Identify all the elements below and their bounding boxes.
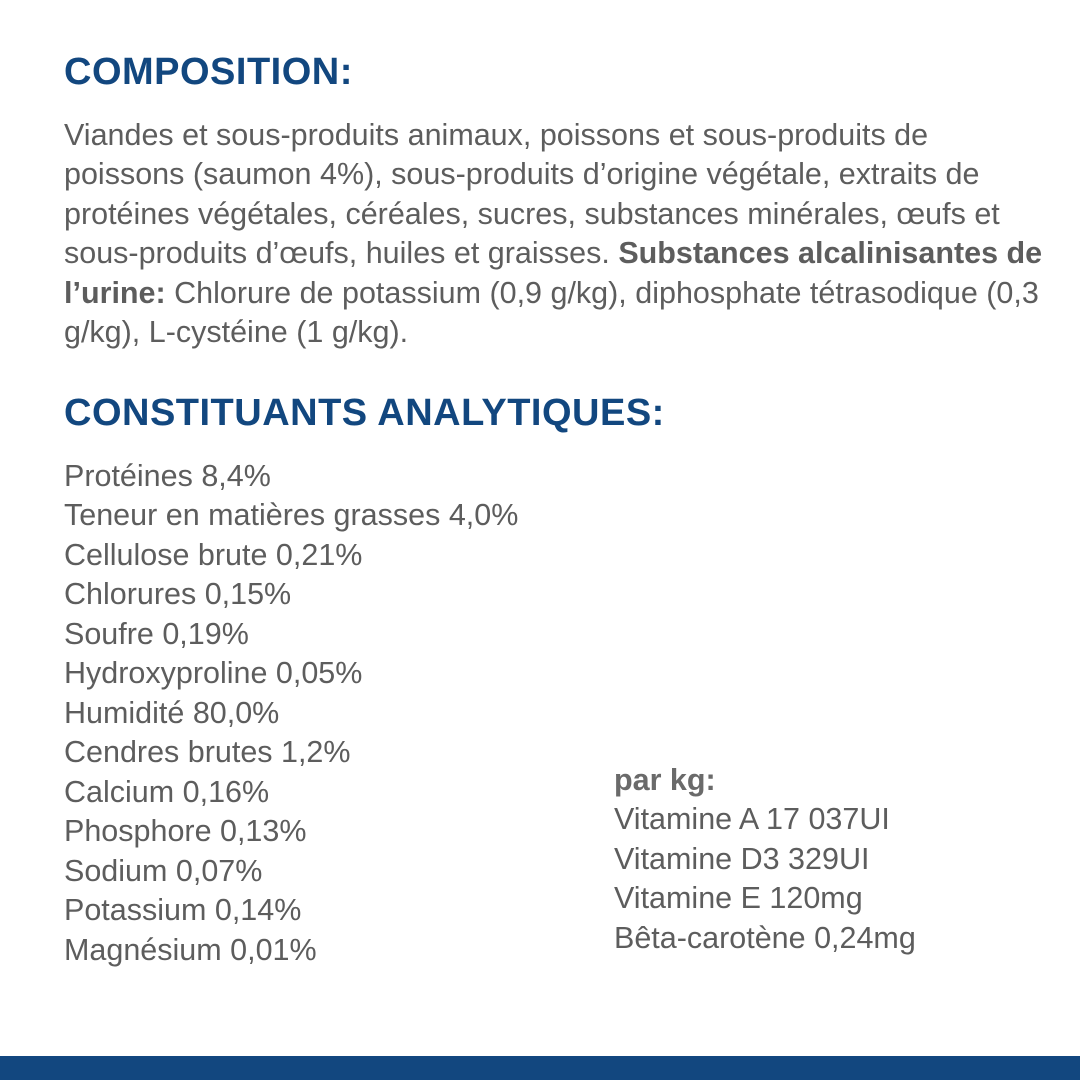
composition-heading: COMPOSITION: [64,51,353,93]
analytics-columns [64,457,1054,971]
nutrient-list [64,457,604,971]
vitamin-block [614,761,916,959]
list-item: Hydroxyproline 0,05% [64,656,363,691]
vitamin-list [614,800,916,958]
composition-text-part1: Viandes et sous-produits animaux, poissons et sous-produits de poissons (saumon 4%), sous-produits d’origine végétale, extraits de protéines végétales, céréales, sucres, substances minérales, œufs et sous-produits d’œufs, huiles et graisses. [64,117,1000,271]
list-item: Vitamine D3 329UI [614,841,870,876]
list-item: Bêta-carotène 0,24mg [614,920,916,955]
list-item: Sodium 0,07% [64,853,263,888]
composition-bold-label: Substances alcalinisantes de l’urine: [64,236,1043,310]
list-item: Soufre 0,19% [64,616,249,651]
footer-bar [0,1056,1080,1080]
analytics-heading: CONSTITUANTS ANALYTIQUES: [64,391,665,434]
list-item: Vitamine E 120mg [614,881,863,916]
list-item: Calcium 0,16% [64,774,270,809]
list-item: Chlorures 0,15% [64,577,292,612]
list-item: Phosphore 0,13% [64,814,307,849]
list-item: Cendres brutes 1,2% [64,735,351,770]
list-item: Vitamine A 17 037UI [614,802,890,837]
list-item: Cellulose brute 0,21% [64,537,363,572]
list-item: Magnésium 0,01% [64,932,317,967]
list-item: Protéines 8,4% [64,458,271,493]
list-item: Teneur en matières grasses 4,0% [64,498,519,533]
vitamin-heading: par kg: [614,762,716,797]
analytics-section [64,393,1054,970]
composition-text-part2: Chlorure de potassium (0,9 g/kg), diphosphate tétrasodique (0,3 g/kg), L-cystéine (1 g/kg). [64,275,1039,350]
composition-text [64,116,1054,353]
list-item: Humidité 80,0% [64,695,280,730]
list-item: Potassium 0,14% [64,893,302,928]
label-content [64,52,1054,970]
